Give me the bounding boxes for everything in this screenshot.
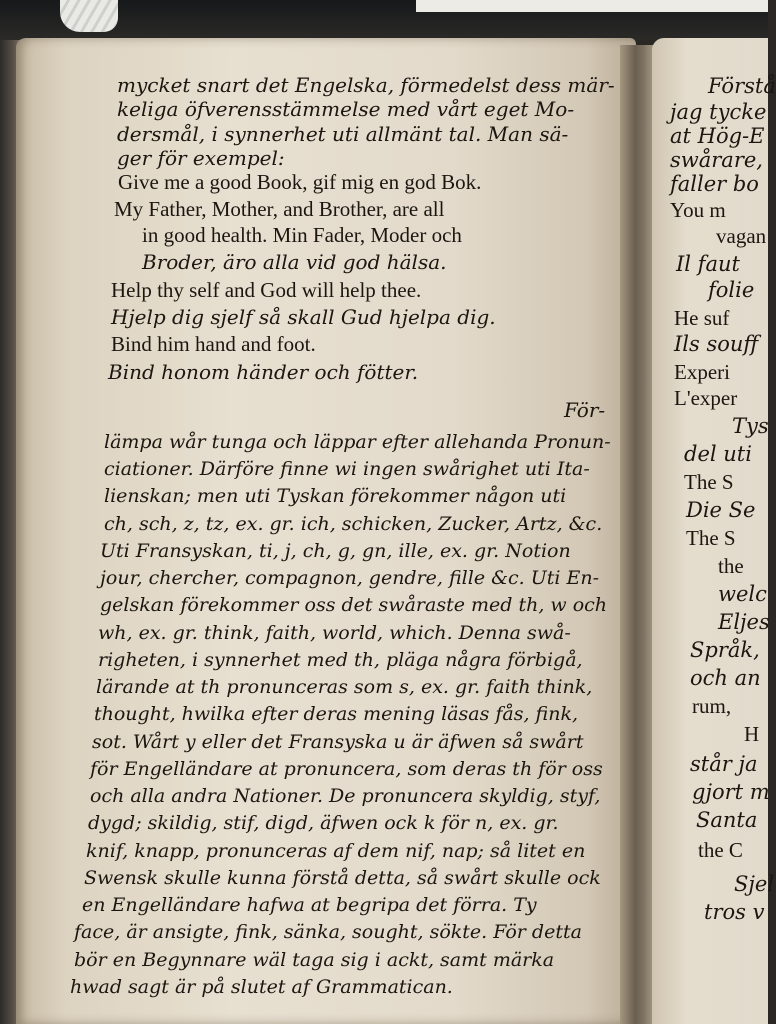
text-line: thought, hwilka efter deras mening läsas fås, fink, [94, 703, 579, 725]
text-line: Språk, [690, 638, 760, 662]
text-line: Il faut [676, 252, 740, 276]
text-line: in good health. Min Fader, Moder och [142, 223, 462, 247]
text-line: Ils souff [674, 332, 759, 356]
text-line: the [718, 554, 744, 578]
text-line: Eljes [718, 610, 770, 634]
text-line: dersmål, i synnerhet uti allmänt tal. Man sä- [117, 122, 569, 146]
text-line: L'exper [674, 386, 738, 410]
text-line: Bind honom händer och fötter. [108, 360, 419, 384]
text-line: lienskan; men uti Tyskan förekommer någon uti [104, 485, 567, 507]
text-line: lämpa wår tunga och läppar efter allehanda Pronun- [104, 431, 611, 453]
text-line: Bind him hand and foot. [111, 332, 316, 356]
text-line: ger för exempel: [117, 146, 285, 170]
text-line: knif, knapp, pronunceras af dem nif, nap; så litet en [86, 840, 586, 862]
paper-corner [416, 0, 768, 12]
text-line: Hjelp dig sjelf så skall Gud hjelpa dig. [111, 305, 496, 329]
text-line: del uti [684, 442, 752, 466]
text-line: vagan [716, 224, 767, 248]
left-page [16, 38, 636, 1024]
text-line: keliga öfverensstämmelse med vårt eget Mo- [117, 97, 575, 121]
text-line: ciationer. Därföre finne wi ingen swårighet uti Ita- [104, 458, 590, 480]
text-line: en Engelländare hafwa at begripa det förra. Ty [82, 894, 537, 916]
text-line: rum, [692, 694, 732, 718]
text-line: gelskan förekommer oss det swåraste med th, w och [100, 594, 608, 616]
text-line: Experi [674, 360, 730, 384]
text-line: at Hög-E [670, 124, 765, 148]
text-line: Help thy self and God will help thee. [111, 278, 422, 302]
text-line: sot. Wårt y eller det Fransyska u är äfwen så swårt [92, 731, 584, 753]
text-line: jag tycke [670, 100, 767, 124]
text-line: Give me a good Book, gif mig en god Bok. [118, 170, 482, 194]
text-line: står ja [690, 752, 758, 776]
text-line: faller bo [670, 172, 759, 196]
text-line: jour, chercher, compagnon, gendre, fille &c. Uti En- [100, 567, 600, 589]
text-line: Santa [696, 808, 758, 832]
text-line: Die Se [686, 498, 756, 522]
text-line: gjort m [692, 780, 770, 804]
text-line: Broder, äro alla vid god hälsa. [142, 250, 447, 274]
text-line: welc [718, 582, 767, 606]
text-line: lärande at th pronunceras som s, ex. gr. faith think, [96, 676, 593, 698]
cloth-image [60, 0, 118, 32]
text-line: och an [690, 666, 761, 690]
text-line: wh, ex. gr. think, faith, world, which. Denna swå- [98, 622, 571, 644]
text-line: Tys [732, 414, 769, 438]
text-line: dygd; skildig, stif, digd, äfwen ock k för n, ex. gr. [88, 812, 559, 834]
text-line: tros v [704, 900, 765, 924]
text-line: righeten, i synnerhet med th, pläga några förbigå, [98, 649, 583, 671]
text-line: the C [698, 838, 743, 862]
text-line: ch, sch, z, tz, ex. gr. ich, schicken, Zucker, Artz, &c. [104, 513, 603, 535]
text-line: mycket snart det Engelska, förmedelst dess mär- [117, 73, 615, 97]
catchword: För- [564, 398, 606, 422]
text-line: Uti Fransyskan, ti, j, ch, g, gn, ille, ex. gr. Notion [100, 540, 571, 562]
text-line: The S [686, 526, 736, 550]
text-line: Swensk skulle kunna förstå detta, så swårt skulle ock [84, 867, 601, 889]
text-line: och alla andra Nationer. De pronuncera skyldig, styf, [90, 785, 601, 807]
text-line: folie [708, 278, 755, 302]
text-line: The S [684, 470, 734, 494]
right-page [652, 38, 776, 1024]
text-line: hwad sagt är på slutet af Grammatican. [70, 976, 453, 998]
text-line: face, är ansigte, fink, sänka, sought, sökte. För detta [74, 921, 582, 943]
text-line: swårare, [670, 148, 763, 172]
text-line: bör en Begynnare wäl taga sig i ackt, samt märka [74, 949, 555, 971]
text-line: You m [670, 198, 726, 222]
text-line: He suf [674, 306, 730, 330]
text-line: Förstå [708, 74, 776, 98]
text-line: H [744, 722, 760, 746]
text-line: Sjel [734, 872, 775, 896]
text-line: för Engelländare at pronuncera, som deras th för oss [90, 758, 603, 780]
text-line: My Father, Mother, and Brother, are all [114, 197, 445, 221]
